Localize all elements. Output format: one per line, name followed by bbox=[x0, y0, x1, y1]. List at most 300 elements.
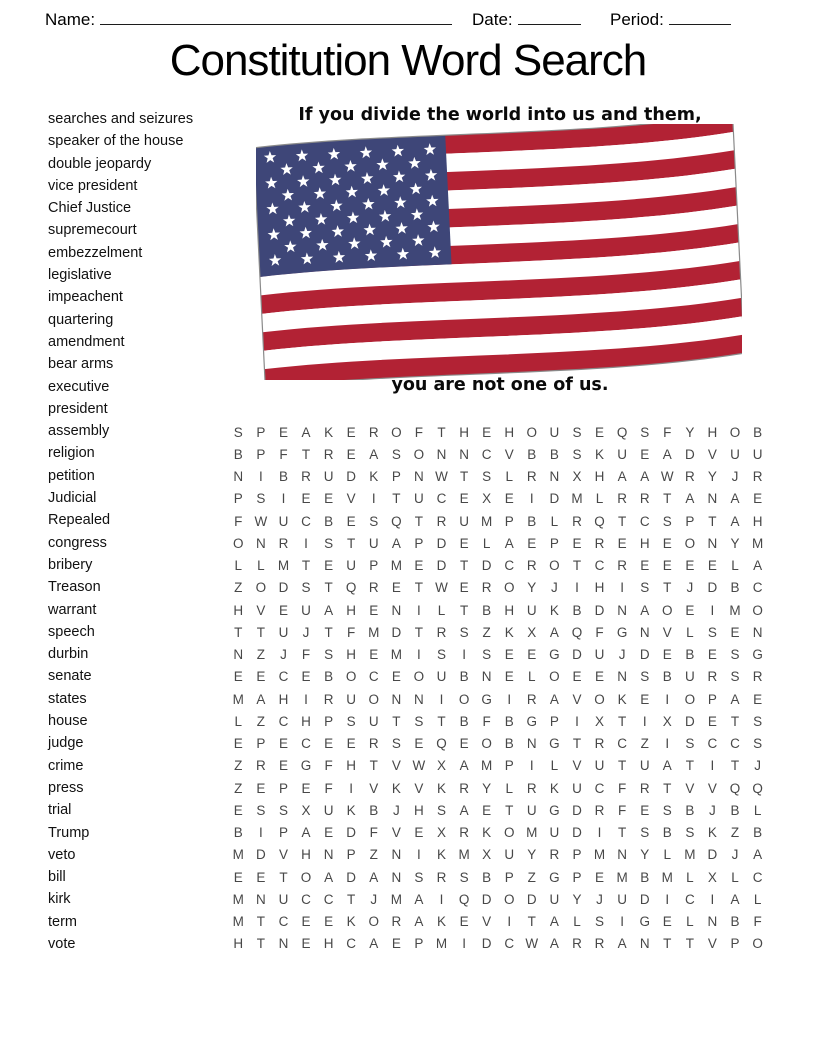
grid-cell: T bbox=[459, 469, 469, 485]
word-list-item: durbin bbox=[48, 646, 89, 663]
grid-cell: G bbox=[300, 758, 312, 774]
grid-cell: T bbox=[708, 513, 717, 529]
period-blank-line bbox=[669, 7, 731, 25]
grid-cell: J bbox=[392, 802, 400, 818]
grid-cell: S bbox=[572, 446, 582, 462]
word-list-item: amendment bbox=[48, 333, 125, 350]
grid-cell: L bbox=[257, 558, 265, 574]
grid-cell: Z bbox=[256, 647, 265, 663]
grid-cell: A bbox=[549, 936, 559, 952]
grid-cell: U bbox=[684, 669, 695, 685]
grid-cell: N bbox=[255, 891, 266, 907]
grid-cell: S bbox=[753, 736, 763, 752]
grid-cell: W bbox=[254, 513, 268, 529]
grid-cell: K bbox=[436, 780, 446, 796]
grid-cell: S bbox=[459, 869, 469, 885]
grid-cell: O bbox=[503, 825, 515, 841]
grid-cell: C bbox=[752, 580, 763, 596]
grid-cell: E bbox=[346, 424, 356, 440]
word-list-item: crime bbox=[48, 757, 84, 774]
grid-cell: S bbox=[640, 424, 650, 440]
grid-cell: A bbox=[414, 914, 424, 930]
word-list-item: Trump bbox=[48, 824, 90, 841]
word-list-item: petition bbox=[48, 467, 95, 484]
grid-cell: O bbox=[752, 602, 763, 618]
grid-cell: O bbox=[481, 736, 492, 752]
grid-cell: F bbox=[414, 424, 424, 440]
grid-cell: B bbox=[549, 446, 559, 462]
grid-cell: E bbox=[391, 580, 401, 596]
word-list-item: executive bbox=[48, 378, 110, 395]
grid-cell: R bbox=[594, 535, 605, 551]
grid-cell: F bbox=[595, 624, 604, 640]
grid-cell: E bbox=[324, 558, 334, 574]
grid-cell: L bbox=[550, 758, 559, 774]
grid-cell: E bbox=[414, 736, 424, 752]
grid-cell: I bbox=[710, 758, 715, 774]
word-list-item: president bbox=[48, 400, 108, 417]
grid-cell: Z bbox=[482, 624, 491, 640]
flag-caption-bottom: you are not one of us. bbox=[391, 375, 609, 395]
grid-cell: R bbox=[255, 758, 266, 774]
grid-cell: T bbox=[663, 936, 672, 952]
grid-cell: E bbox=[278, 602, 288, 618]
grid-cell: H bbox=[504, 602, 515, 618]
grid-cell: H bbox=[752, 513, 763, 529]
grid-cell: M bbox=[232, 691, 244, 707]
word-list-item: speech bbox=[48, 623, 95, 640]
grid-cell: N bbox=[391, 869, 402, 885]
grid-cell: F bbox=[617, 780, 627, 796]
grid-cell: G bbox=[526, 713, 538, 729]
grid-cell: J bbox=[280, 647, 287, 663]
grid-cell: E bbox=[256, 869, 266, 885]
grid-cell: X bbox=[707, 869, 717, 885]
grid-cell: D bbox=[594, 602, 605, 618]
word-list-item: trial bbox=[48, 802, 72, 819]
word-list-item: Judicial bbox=[48, 490, 97, 507]
grid-cell: A bbox=[301, 825, 311, 841]
grid-cell: H bbox=[278, 691, 289, 707]
grid-cell: R bbox=[323, 691, 334, 707]
grid-cell: M bbox=[526, 825, 538, 841]
grid-cell: B bbox=[459, 669, 469, 685]
grid-cell: V bbox=[707, 936, 717, 952]
grid-cell: O bbox=[503, 891, 515, 907]
grid-cell: T bbox=[663, 580, 672, 596]
grid-cell: E bbox=[301, 914, 311, 930]
grid-cell: P bbox=[256, 446, 266, 462]
grid-cell: U bbox=[526, 802, 537, 818]
grid-cell: E bbox=[301, 669, 311, 685]
grid-cell: O bbox=[526, 424, 538, 440]
grid-cell: F bbox=[482, 713, 491, 729]
grid-cell: U bbox=[594, 647, 605, 663]
grid-cell: N bbox=[233, 647, 244, 663]
grid-cell: V bbox=[685, 780, 695, 796]
grid-cell: A bbox=[640, 469, 650, 485]
grid-cell: J bbox=[709, 802, 716, 818]
word-list-item: speaker of the house bbox=[48, 133, 184, 150]
grid-cell: E bbox=[459, 736, 469, 752]
grid-cell: B bbox=[685, 647, 695, 663]
grid-cell: V bbox=[278, 847, 288, 863]
grid-cell: B bbox=[369, 802, 379, 818]
grid-cell: L bbox=[528, 669, 536, 685]
grid-cell: C bbox=[346, 936, 357, 952]
grid-cell: T bbox=[617, 758, 627, 774]
word-list-item: Treason bbox=[48, 579, 101, 596]
grid-cell: C bbox=[323, 891, 334, 907]
grid-cell: E bbox=[233, 869, 243, 885]
grid-cell: E bbox=[414, 825, 424, 841]
grid-cell: A bbox=[414, 891, 424, 907]
grid-cell: O bbox=[549, 558, 560, 574]
grid-row bbox=[227, 532, 769, 554]
grid-cell: Z bbox=[527, 869, 536, 885]
grid-cell: G bbox=[481, 691, 492, 707]
grid-cell: E bbox=[233, 669, 243, 685]
grid-cell: R bbox=[684, 469, 695, 485]
grid-cell: E bbox=[504, 647, 514, 663]
grid-cell: E bbox=[730, 624, 740, 640]
grid-cell: A bbox=[301, 424, 311, 440]
grid-cell: M bbox=[661, 869, 673, 885]
grid-cell: E bbox=[459, 535, 469, 551]
us-flag-image bbox=[256, 124, 742, 380]
grid-cell: D bbox=[684, 713, 695, 729]
grid-cell: Z bbox=[640, 736, 649, 752]
grid-cell: L bbox=[482, 535, 491, 551]
grid-cell: S bbox=[324, 535, 334, 551]
grid-cell: S bbox=[662, 513, 672, 529]
grid-cell: E bbox=[346, 446, 356, 462]
grid-cell: D bbox=[707, 580, 718, 596]
grid-cell: K bbox=[346, 914, 356, 930]
grid-cell: E bbox=[527, 647, 537, 663]
grid-cell: D bbox=[346, 469, 357, 485]
grid-cell: L bbox=[505, 469, 513, 485]
grid-cell: E bbox=[640, 558, 650, 574]
grid-cell: T bbox=[347, 891, 356, 907]
word-list-item: Chief Justice bbox=[48, 200, 132, 217]
word-list-item: congress bbox=[48, 534, 107, 551]
grid-cell: I bbox=[349, 780, 354, 796]
grid-cell: P bbox=[256, 736, 266, 752]
grid-row bbox=[227, 644, 769, 666]
grid-cell: M bbox=[390, 647, 402, 663]
grid-cell: T bbox=[414, 513, 424, 529]
grid-cell: Z bbox=[234, 758, 243, 774]
grid-row bbox=[227, 555, 769, 577]
grid-cell: B bbox=[482, 869, 492, 885]
grid-cell: N bbox=[436, 446, 447, 462]
grid-cell: O bbox=[752, 936, 763, 952]
word-list bbox=[48, 108, 193, 955]
grid-cell: E bbox=[369, 602, 379, 618]
grid-cell: A bbox=[549, 691, 559, 707]
grid-cell: Q bbox=[571, 624, 583, 640]
date-label: Date: bbox=[472, 10, 513, 29]
grid-cell: T bbox=[730, 713, 740, 729]
grid-cell: N bbox=[639, 936, 650, 952]
grid-cell: X bbox=[301, 802, 311, 818]
grid-row bbox=[227, 488, 769, 510]
grid-cell: J bbox=[596, 891, 603, 907]
grid-cell: A bbox=[369, 869, 379, 885]
grid-cell: F bbox=[324, 758, 333, 774]
grid-cell: D bbox=[572, 825, 582, 841]
grid-cell: V bbox=[391, 758, 401, 774]
grid-cell: E bbox=[391, 936, 401, 952]
grid-cell: Z bbox=[234, 580, 243, 596]
grid-cell: U bbox=[278, 624, 289, 640]
grid-cell: N bbox=[752, 624, 763, 640]
word-list-item: religion bbox=[48, 445, 95, 462]
grid-cell: T bbox=[437, 424, 446, 440]
grid-cell: E bbox=[369, 647, 379, 663]
grid-cell: S bbox=[414, 713, 424, 729]
grid-cell: R bbox=[572, 936, 582, 952]
grid-cell: P bbox=[730, 936, 740, 952]
grid-cell: V bbox=[414, 780, 424, 796]
grid-cell: G bbox=[752, 647, 763, 663]
grid-cell: A bbox=[459, 802, 469, 818]
grid-cell: M bbox=[571, 491, 583, 507]
grid-cell: A bbox=[640, 602, 650, 618]
grid-cell: U bbox=[526, 602, 537, 618]
grid-cell: O bbox=[300, 869, 312, 885]
grid-cell: U bbox=[346, 558, 357, 574]
grid-cell: R bbox=[301, 469, 311, 485]
grid-cell: L bbox=[731, 558, 739, 574]
grid-cell: G bbox=[549, 736, 560, 752]
grid-cell: E bbox=[482, 802, 492, 818]
grid-cell: H bbox=[459, 424, 469, 440]
grid-cell: R bbox=[459, 825, 469, 841]
grid-cell: P bbox=[549, 713, 559, 729]
grid-cell: E bbox=[459, 491, 469, 507]
grid-cell: I bbox=[281, 491, 286, 507]
word-list-item: legislative bbox=[48, 267, 112, 284]
word-list-item: bribery bbox=[48, 556, 93, 573]
grid-cell: J bbox=[731, 847, 739, 863]
grid-cell: S bbox=[482, 647, 492, 663]
grid-cell: P bbox=[549, 535, 559, 551]
grid-cell: S bbox=[640, 669, 650, 685]
grid-cell: J bbox=[551, 580, 558, 596]
grid-cell: Q bbox=[594, 513, 605, 529]
grid-cell: E bbox=[527, 535, 537, 551]
grid-cell: J bbox=[754, 758, 761, 774]
word-list-item: assembly bbox=[48, 423, 110, 440]
grid-row bbox=[227, 688, 769, 710]
grid-cell: U bbox=[368, 535, 379, 551]
grid-cell: C bbox=[594, 558, 605, 574]
grid-cell: Y bbox=[527, 847, 537, 863]
grid-cell: A bbox=[662, 446, 672, 462]
grid-cell: P bbox=[391, 469, 401, 485]
grid-cell: B bbox=[730, 580, 740, 596]
grid-cell: F bbox=[663, 424, 672, 440]
grid-cell: H bbox=[594, 580, 605, 596]
grid-cell: C bbox=[278, 914, 289, 930]
grid-cell: B bbox=[730, 914, 740, 930]
grid-cell: A bbox=[549, 914, 559, 930]
grid-cell: N bbox=[707, 914, 718, 930]
grid-cell: A bbox=[369, 446, 379, 462]
grid-cell: B bbox=[572, 602, 582, 618]
grid-cell: T bbox=[256, 624, 265, 640]
grid-cell: U bbox=[617, 446, 627, 462]
grid-cell: R bbox=[368, 424, 379, 440]
grid-cell: W bbox=[435, 469, 448, 485]
grid-cell: R bbox=[594, 736, 605, 752]
page-title: Constitution Word Search bbox=[169, 36, 647, 85]
name-label: Name: bbox=[45, 10, 96, 29]
grid-cell: P bbox=[278, 780, 288, 796]
grid-cell: T bbox=[369, 758, 378, 774]
grid-cell: R bbox=[617, 491, 627, 507]
grid-cell: D bbox=[707, 847, 718, 863]
grid-cell: I bbox=[462, 936, 466, 952]
grid-cell: Z bbox=[369, 847, 378, 863]
grid-row bbox=[227, 822, 769, 844]
grid-cell: T bbox=[256, 914, 265, 930]
grid-cell: E bbox=[256, 780, 266, 796]
grid-cell: D bbox=[346, 825, 357, 841]
grid-cell: I bbox=[258, 469, 263, 485]
grid-cell: T bbox=[730, 758, 740, 774]
grid-cell: E bbox=[595, 424, 605, 440]
grid-cell: S bbox=[730, 669, 740, 685]
grid-cell: M bbox=[232, 891, 244, 907]
grid-cell: T bbox=[617, 713, 627, 729]
grid-row bbox=[227, 599, 769, 621]
grid-cell: V bbox=[391, 825, 401, 841]
grid-cell: S bbox=[730, 647, 740, 663]
grid-cell: C bbox=[594, 780, 605, 796]
grid-cell: Q bbox=[729, 780, 741, 796]
grid-cell: N bbox=[481, 669, 492, 685]
grid-cell: C bbox=[504, 936, 515, 952]
grid-cell: A bbox=[730, 891, 740, 907]
grid-cell: V bbox=[662, 624, 672, 640]
grid-cell: P bbox=[504, 869, 514, 885]
grid-cell: E bbox=[572, 669, 582, 685]
grid-cell: O bbox=[391, 424, 402, 440]
grid-cell: X bbox=[595, 713, 605, 729]
grid-cell: B bbox=[730, 802, 740, 818]
grid-cell: A bbox=[504, 535, 514, 551]
grid-cell: F bbox=[617, 802, 627, 818]
grid-cell: O bbox=[255, 580, 267, 596]
grid-cell: T bbox=[685, 936, 694, 952]
grid-cell: B bbox=[753, 424, 763, 440]
grid-cell: J bbox=[618, 647, 626, 663]
grid-cell: F bbox=[753, 914, 762, 930]
grid-cell: T bbox=[572, 558, 582, 574]
grid-cell: H bbox=[639, 535, 650, 551]
grid-cell: I bbox=[417, 647, 421, 663]
grid-cell: D bbox=[481, 558, 492, 574]
grid-cell: C bbox=[639, 513, 650, 529]
grid-cell: L bbox=[731, 869, 739, 885]
grid-cell: M bbox=[390, 558, 402, 574]
grid-cell: H bbox=[233, 602, 244, 618]
grid-cell: S bbox=[346, 713, 356, 729]
grid-cell: P bbox=[504, 758, 514, 774]
grid-cell: U bbox=[639, 758, 650, 774]
grid-cell: E bbox=[324, 914, 334, 930]
grid-cell: E bbox=[504, 491, 514, 507]
grid-cell: U bbox=[301, 602, 311, 618]
grid-cell: T bbox=[324, 624, 333, 640]
grid-cell: O bbox=[729, 424, 741, 440]
grid-row bbox=[227, 933, 769, 955]
grid-cell: T bbox=[256, 936, 265, 952]
grid-cell: I bbox=[642, 713, 647, 729]
grid-cell: B bbox=[504, 713, 514, 729]
word-list-item: vote bbox=[48, 935, 76, 952]
grid-cell: F bbox=[301, 647, 311, 663]
grid-cell: A bbox=[369, 936, 379, 952]
grid-cell: L bbox=[753, 802, 762, 818]
grid-cell: I bbox=[529, 758, 534, 774]
grid-cell: N bbox=[391, 602, 402, 618]
grid-cell: E bbox=[414, 558, 424, 574]
grid-cell: F bbox=[234, 513, 243, 529]
grid-cell: E bbox=[662, 914, 672, 930]
grid-cell: C bbox=[617, 736, 627, 752]
grid-cell: P bbox=[278, 825, 288, 841]
grid-cell: E bbox=[640, 691, 650, 707]
word-list-item: bill bbox=[48, 869, 66, 886]
grid-cell: L bbox=[505, 780, 513, 796]
grid-cell: S bbox=[572, 424, 582, 440]
grid-row bbox=[227, 421, 769, 443]
grid-cell: D bbox=[436, 558, 447, 574]
grid-cell: M bbox=[729, 602, 741, 618]
grid-cell: B bbox=[278, 469, 288, 485]
grid-cell: V bbox=[482, 914, 492, 930]
grid-cell: V bbox=[707, 780, 717, 796]
grid-cell: E bbox=[301, 491, 311, 507]
grid-cell: W bbox=[435, 580, 448, 596]
grid-cell: C bbox=[730, 736, 740, 752]
grid-cell: V bbox=[346, 491, 356, 507]
grid-cell: D bbox=[346, 869, 357, 885]
grid-cell: E bbox=[753, 491, 763, 507]
grid-row bbox=[227, 710, 769, 732]
grid-cell: S bbox=[662, 802, 672, 818]
grid-cell: L bbox=[573, 914, 581, 930]
grid-cell: N bbox=[323, 847, 334, 863]
grid-cell: Y bbox=[685, 424, 695, 440]
grid-cell: A bbox=[730, 691, 740, 707]
grid-cell: R bbox=[481, 580, 492, 596]
grid-cell: M bbox=[232, 847, 244, 863]
word-list-item: embezzelment bbox=[48, 244, 143, 261]
grid-cell: E bbox=[233, 802, 243, 818]
grid-cell: E bbox=[459, 580, 469, 596]
period-label: Period: bbox=[610, 10, 664, 29]
grid-cell: N bbox=[414, 469, 424, 485]
grid-cell: R bbox=[391, 914, 402, 930]
grid-cell: M bbox=[481, 513, 493, 529]
grid-cell: U bbox=[323, 469, 334, 485]
grid-row bbox=[227, 911, 769, 933]
